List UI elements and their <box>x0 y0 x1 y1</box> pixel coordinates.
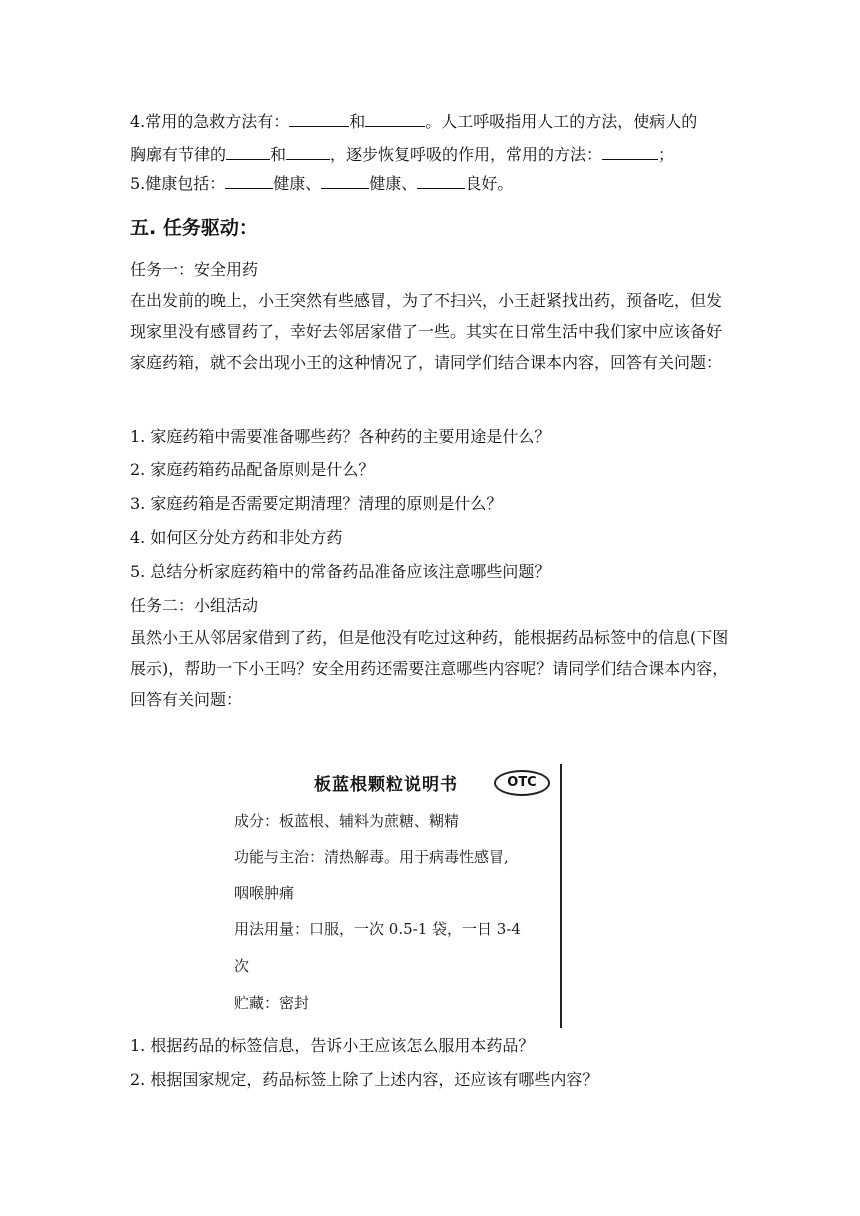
answer-blank <box>365 112 425 127</box>
task1-question: 2. 家庭药箱药品配备原则是什么？ <box>130 460 375 479</box>
medicine-label-title: 板蓝根颗粒说明书 <box>314 775 458 795</box>
task1-question: 4. 如何区分处方药和非处方药 <box>130 528 343 547</box>
q5-line <box>130 172 513 196</box>
task1-question: 5. 总结分析家庭药箱中的常备药品准备应该注意哪些问题？ <box>130 562 551 581</box>
medicine-label-image <box>218 762 562 1028</box>
q4-text: ； <box>658 145 675 164</box>
q4-text: 和 <box>349 112 366 131</box>
q5-text: 健康、 <box>369 174 418 193</box>
q5-text: 5.健康包括： <box>130 174 226 193</box>
q4-text: 和 <box>270 145 287 164</box>
answer-blank <box>226 145 270 160</box>
medicine-label-line: 成分：板蓝根、辅料为蔗糖、糊精 <box>234 812 460 830</box>
medicine-label-line: 功能与主治：清热解毒。用于病毒性感冒, <box>234 848 509 866</box>
section-heading: 五. 任务驱动： <box>130 217 258 239</box>
task1-question: 3. 家庭药箱是否需要定期清理？清理的原则是什么？ <box>130 494 503 513</box>
task2-title: 任务二：小组活动 <box>130 596 259 615</box>
q4-line-1 <box>130 110 697 134</box>
task2-question: 2. 根据国家规定，药品标签上除了上述内容，还应该有哪些内容？ <box>130 1070 599 1089</box>
answer-blank <box>321 174 369 189</box>
medicine-label-line: 贮藏：密封 <box>234 994 310 1012</box>
q4-text: ，逐步恢复呼吸的作用，常用的方法： <box>330 145 603 164</box>
answer-blank <box>289 112 349 127</box>
otc-badge: OTC <box>494 770 550 796</box>
task1-intro: 在出发前的晚上，小王突然有些感冒，为了不扫兴，小王赶紧找出药，预备吃，但发现家里没有感冒药了，幸好去邻居家借了一些。其实在日常生活中我们家中应该备好家庭药箱，就不会出现小王的这种情况了，请同学们结合课本内容，回答有关问题： <box>130 291 723 372</box>
q4-text: 胸廓有节律的 <box>130 145 227 164</box>
answer-blank <box>286 145 330 160</box>
task1-title: 任务一：安全用药 <box>130 260 259 279</box>
medicine-label-line: 用法用量：口服，一次 0.5-1 袋，一日 3-4 <box>234 920 521 938</box>
task1-question: 1. 家庭药箱中需要准备哪些药？各种药的主要用途是什么？ <box>130 427 551 446</box>
answer-blank <box>225 174 273 189</box>
q5-text: 健康、 <box>273 174 322 193</box>
task2-intro: 虽然小王从邻居家借到了药，但是他没有吃过这种药，能根据药品标签中的信息(下图展示)，帮助一下小王吗？安全用药还需要注意哪些内容呢？请同学们结合课本内容，回答有关问题： <box>130 628 729 709</box>
label-edge-rule <box>560 764 562 1028</box>
q5-text: 良好。 <box>465 174 514 193</box>
answer-blank <box>602 145 658 160</box>
medicine-label-line: 咽喉肿痛 <box>234 884 295 902</box>
q4-text: 。人工呼吸指用人工的方法，使病人的 <box>425 112 698 131</box>
answer-blank <box>417 174 465 189</box>
q4-line-2 <box>130 143 674 167</box>
q4-text: 4.常用的急救方法有： <box>130 112 290 131</box>
task2-question: 1. 根据药品的标签信息，告诉小王应该怎么服用本药品？ <box>130 1036 535 1055</box>
medicine-label-line: 次 <box>234 957 250 975</box>
